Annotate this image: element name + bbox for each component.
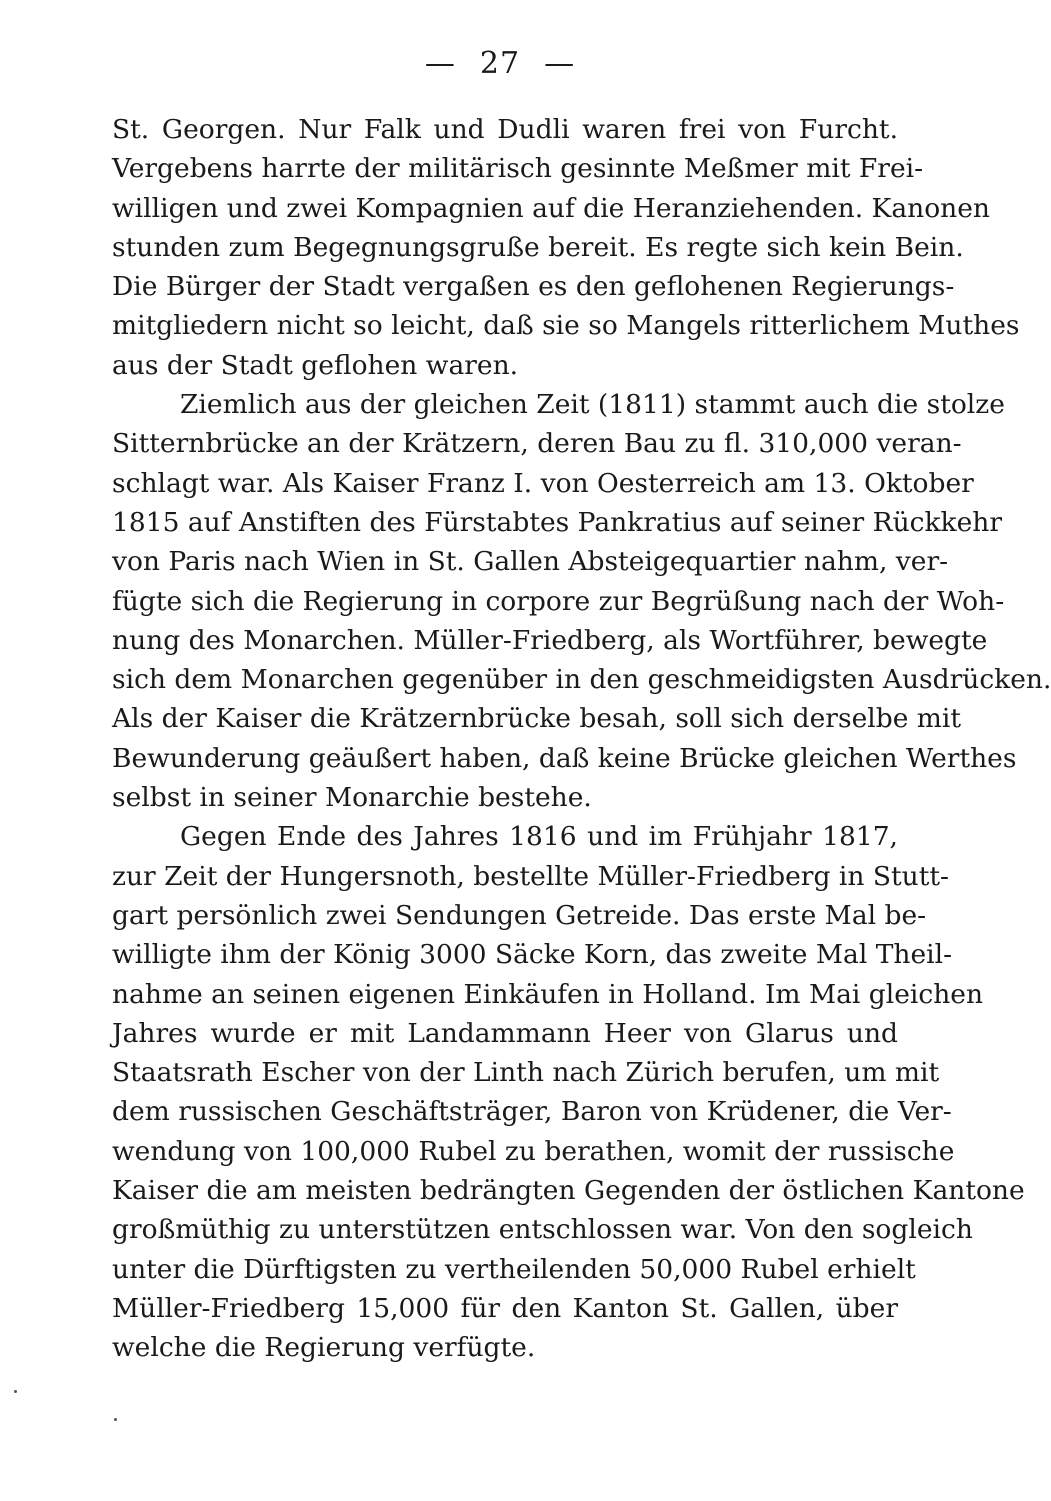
text-line: willigte ihm der König 3000 Säcke Korn, das zweite Mal Theil- [112,939,953,971]
text-line: wendung von 100,000 Rubel zu berathen, womit der russische [112,1135,955,1167]
text-line: großmüthig zu unterstützen entschlossen war. Von den sogleich [112,1214,973,1246]
text-line: 1815 auf Anstiften des Fürstabtes Pankratius auf seiner Rückkehr [112,506,1003,538]
text-line: Kaiser die am meisten bedrängten Gegenden der östlichen Kantone [112,1175,1025,1207]
text-line: nahme an seinen eigenen Einkäufen in Holland. Im Mai gleichen [112,978,984,1010]
text-line: gart persönlich zwei Sendungen Getreide. Das erste Mal be- [112,899,927,931]
body-text [112,110,1051,1368]
text-line: Die Bürger der Stadt vergaßen es den geflohenen Regierungs- [112,271,955,303]
text-line: mitgliedern nicht so leicht, daß sie so Mangels ritterlichem Muthes [112,310,1020,342]
scan-speck [114,1418,117,1421]
text-line: Vergebens harrte der militärisch gesinnte Meßmer mit Frei- [112,153,924,185]
text-line: stunden zum Begegnungsgruße bereit. Es regte sich kein Bein. [112,231,964,263]
text-line: Staatsrath Escher von der Linth nach Zürich berufen, um mit [112,1057,940,1089]
text-line: aus der Stadt geflohen waren. [112,349,519,381]
text-line: welche die Regierung verfügte. [112,1332,536,1364]
page-number-header [0,44,1000,84]
text-line: sich dem Monarchen gegenüber in den geschmeidigsten Ausdrücken. [112,664,1051,696]
text-line: von Paris nach Wien in St. Gallen Absteigequartier nahm, ver- [112,546,949,578]
text-line: Als der Kaiser die Krätzernbrücke besah, soll sich derselbe mit [112,703,962,735]
text-line: Ziemlich aus der gleichen Zeit (1811) stammt auch die stolze [180,389,1005,421]
scan-speck [14,1390,17,1393]
text-line: unter die Dürftigsten zu vertheilenden 50,000 Rubel erhielt [112,1253,916,1285]
text-line: dem russischen Geschäftsträger, Baron von Krüdener, die Ver- [112,1096,952,1128]
text-line: St. Georgen. Nur Falk und Dudli waren frei von Furcht. [112,114,898,145]
text-line: fügte sich die Regierung in corpore zur Begrüßung nach der Woh- [112,585,1005,617]
page-number: 27 [479,46,521,81]
page-number-dash-left: — [424,46,456,81]
text-line: Bewunderung geäußert haben, daß keine Brücke gleichen Werthes [112,742,1017,774]
text-line: schlagt war. Als Kaiser Franz I. von Oesterreich am 13. Oktober [112,467,974,499]
text-line: selbst in seiner Monarchie bestehe. [112,782,592,814]
text-line: Sitternbrücke an der Krätzern, deren Bau zu fl. 310,000 veran- [112,428,962,460]
text-line: Müller-Friedberg 15,000 für den Kanton St. Gallen, über [112,1292,898,1324]
text-line: nung des Monarchen. Müller-Friedberg, als Wortführer, bewegte [112,624,988,656]
page-number-dash-right: — [544,46,576,81]
text-line: zur Zeit der Hungersnoth, bestellte Müller-Friedberg in Stutt- [112,860,949,892]
text-line: Gegen Ende des Jahres 1816 und im Frühjahr 1817, [180,821,898,853]
text-line: willigen und zwei Kompagnien auf die Heranziehenden. Kanonen [112,192,990,224]
text-line: Jahres wurde er mit Landammann Heer von Glarus und [112,1017,898,1049]
